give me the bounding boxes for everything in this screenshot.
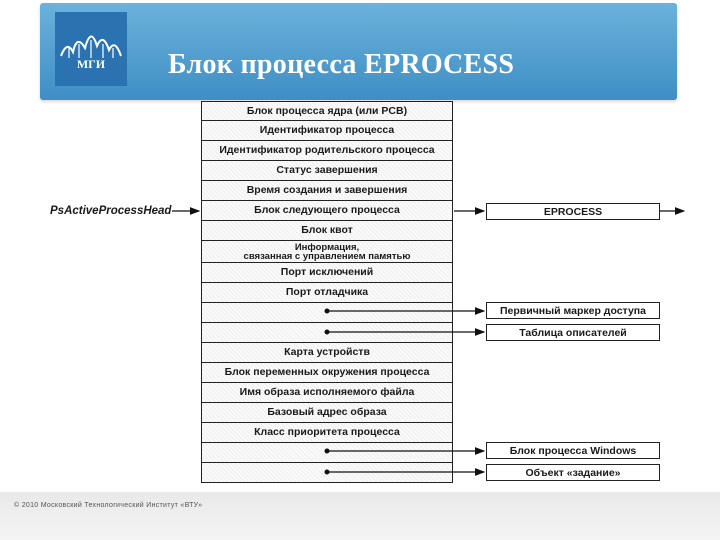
windows-process-block-box: Блок процесса Windows bbox=[486, 442, 660, 459]
handle-table-box: Таблица описателей bbox=[486, 324, 660, 341]
copyright-text: © 2010 Московский Технологический Институт «ВТУ» bbox=[14, 502, 203, 509]
slide-footer bbox=[0, 492, 720, 540]
structure-row-label: связанная с управлением памятью bbox=[243, 250, 411, 262]
job-object-box: Объект «задание» bbox=[486, 464, 660, 481]
structure-row-label: Информация, bbox=[294, 241, 360, 253]
slide-title: Блок процесса EPROCESS bbox=[168, 49, 515, 80]
primary-access-token-box: Первичный маркер доступа bbox=[486, 302, 660, 319]
structure-row-label: Идентификатор родительского процесса bbox=[219, 144, 435, 156]
structure-row-label: Базовый адрес образа bbox=[267, 406, 387, 418]
structure-row-label: Время создания и завершения bbox=[246, 184, 408, 196]
structure-row-label: Класс приоритета процесса bbox=[254, 426, 400, 438]
structure-row-label: Блок переменных окружения процесса bbox=[224, 366, 430, 378]
ps-active-process-head-label: PsActiveProcessHead bbox=[50, 205, 172, 217]
structure-row-label: Блок следующего процесса bbox=[254, 204, 400, 216]
eprocess-next-box: EPROCESS bbox=[486, 203, 660, 220]
structure-row-label: Карта устройств bbox=[284, 346, 370, 358]
structure-row-label: Порт отладчика bbox=[285, 286, 369, 298]
structure-row-label: Порт исключений bbox=[280, 266, 374, 278]
logo-text: МГИ bbox=[76, 57, 106, 71]
structure-row-label: Идентификатор процесса bbox=[259, 124, 395, 136]
structure-row-label: Блок квот bbox=[301, 224, 353, 236]
structure-row-label: Блок процесса ядра (или PCB) bbox=[246, 104, 408, 117]
structure-row-label: Статус завершения bbox=[276, 164, 378, 176]
structure-row-label: Имя образа исполняемого файла bbox=[239, 386, 415, 398]
